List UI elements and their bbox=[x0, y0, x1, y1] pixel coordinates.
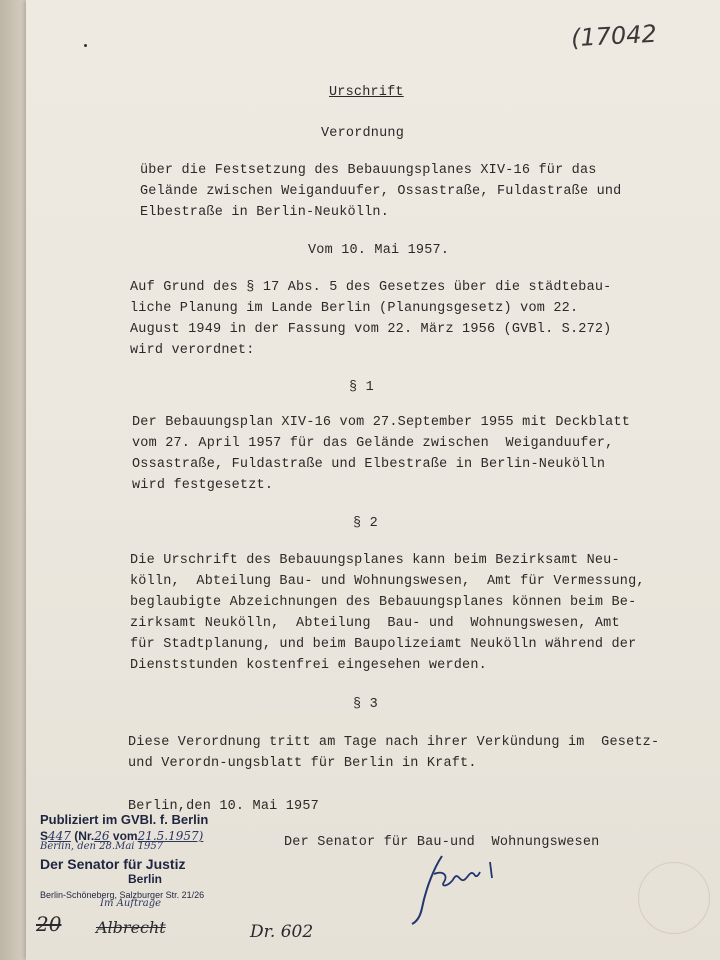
stamp-handwritten-date: Berlin, den 28.Mai 1957 bbox=[40, 841, 164, 852]
preamble-line: Auf Grund des § 17 Abs. 5 des Gesetzes über die städtebau- bbox=[130, 280, 612, 295]
stamp-reference: S447 (Nr.26 vom21.5.1957) bbox=[40, 829, 204, 843]
section-line: Diese Verordnung tritt am Tage nach ihrer Verkündung im Gesetz- bbox=[128, 735, 660, 750]
preamble-line: wird verordnet: bbox=[130, 343, 255, 358]
section-line: Ossastraße, Fuldastraße und Elbestraße in Berlin-Neukölln bbox=[132, 457, 606, 472]
section-line: Der Bebauungsplan XIV-16 vom 27.September 1955 mit Deckblatt bbox=[132, 415, 631, 430]
preamble-line: liche Planung im Lande Berlin (Planungsgesetz) vom 22. bbox=[130, 301, 579, 316]
section-3-heading: § 3 bbox=[353, 697, 378, 712]
section-line: und Verordn-ungsblatt für Berlin in Kraft. bbox=[128, 756, 477, 771]
section-line: für Stadtplanung, und beim Baupolizeiamt Neukölln während der bbox=[130, 637, 637, 652]
section-line: zirksamt Neukölln, Abteilung Bau- und Wohnungswesen, Amt bbox=[130, 616, 620, 631]
signatory: Der Senator für Bau-und Wohnungswesen bbox=[284, 835, 600, 850]
stamp-authority: Der Senator für Justiz bbox=[40, 856, 186, 872]
stamp-address: Berlin-Schöneberg, Salzburger Str. 21/26 bbox=[40, 890, 205, 900]
section-1-heading: § 1 bbox=[349, 380, 374, 395]
binder-edge bbox=[0, 0, 26, 960]
section-line: beglaubigte Abzeichnungen des Bebauungsplanes können beim Be- bbox=[130, 595, 637, 610]
left-mark: 20 bbox=[36, 912, 62, 936]
doc-type: Verordnung bbox=[321, 126, 405, 141]
subject-line: über die Festsetzung des Bebauungsplanes XIV-16 für das bbox=[140, 163, 597, 178]
doc-label: Urschrift bbox=[329, 85, 404, 100]
section-line: kölln, Abteilung Bau- und Wohnungswesen, Amt für Vermessung, bbox=[130, 574, 645, 589]
faint-seal bbox=[638, 862, 710, 934]
struck-signature: Albrecht bbox=[96, 918, 166, 937]
section-line: Dienststunden kostenfrei eingesehen werden. bbox=[130, 658, 487, 673]
stamp-title: Publiziert im GVBl. f. Berlin bbox=[40, 812, 209, 827]
section-2-heading: § 2 bbox=[353, 516, 378, 531]
signature-scribble bbox=[404, 848, 514, 928]
place-date: Berlin,den 10. Mai 1957 bbox=[128, 799, 319, 814]
archive-number: (17042 bbox=[570, 19, 658, 53]
publication-stamp bbox=[40, 812, 250, 909]
section-line: Die Urschrift des Bebauungsplanes kann beim Bezirksamt Neu- bbox=[130, 553, 620, 568]
date-line: Vom 10. Mai 1957. bbox=[308, 243, 450, 258]
section-line: wird festgesetzt. bbox=[132, 478, 274, 493]
punch-mark bbox=[84, 44, 87, 47]
subject-line: Gelände zwischen Weiganduufer, Ossastraße, Fuldastraße und bbox=[140, 184, 622, 199]
stamp-city: Berlin bbox=[127, 872, 162, 886]
preamble-line: August 1949 in der Fassung vom 22. März 1956 (GVBl. S.272) bbox=[130, 322, 612, 337]
stamp-handwritten-note: Im Auftrage bbox=[100, 898, 162, 909]
file-reference: Dr. 602 bbox=[250, 922, 314, 942]
section-line: vom 27. April 1957 für das Gelände zwischen Weiganduufer, bbox=[132, 436, 614, 451]
subject-line: Elbestraße in Berlin-Neukölln. bbox=[140, 205, 390, 220]
